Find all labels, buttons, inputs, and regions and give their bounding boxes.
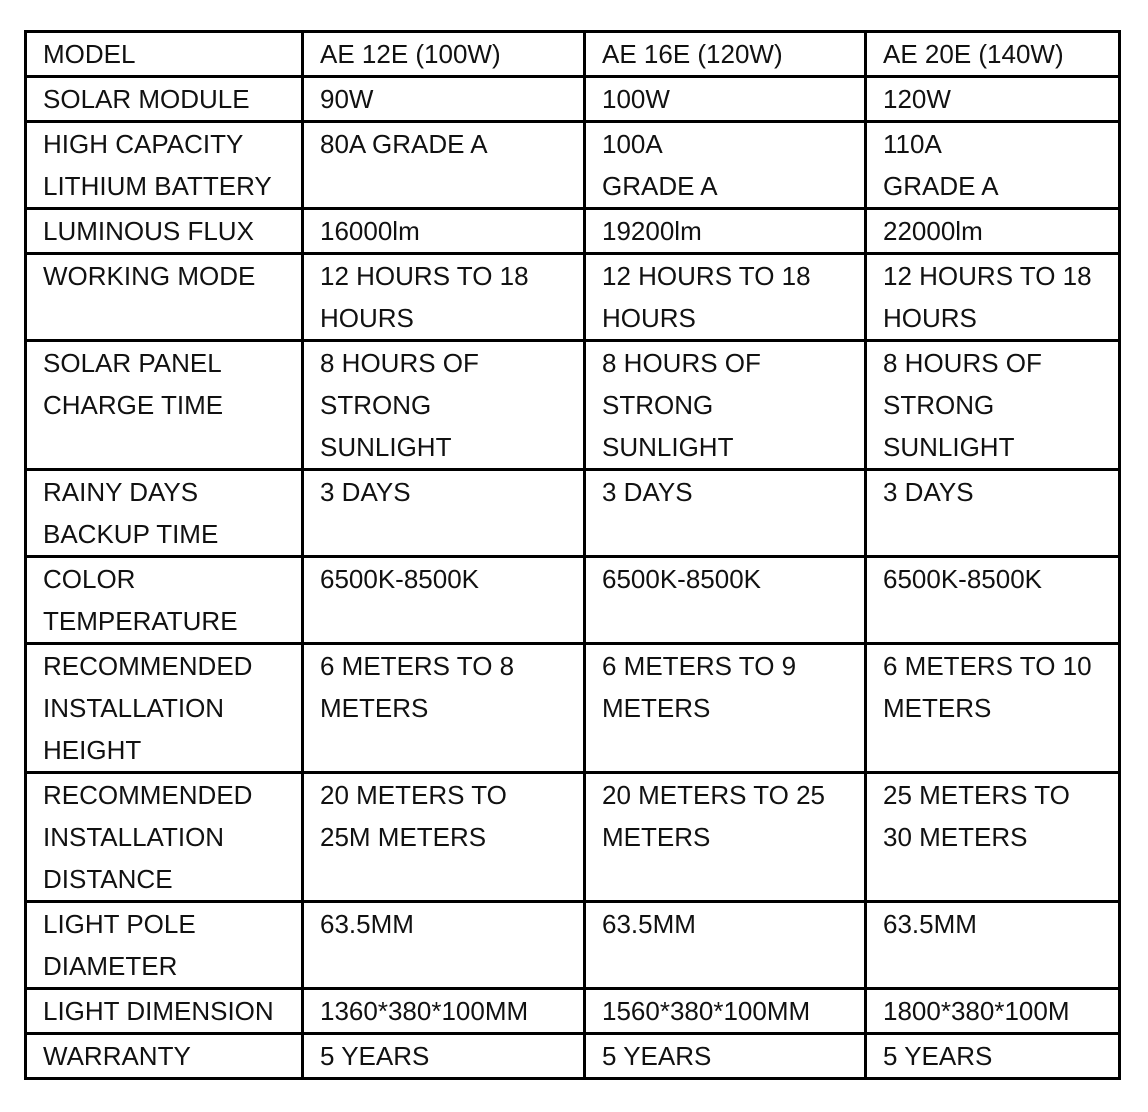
table-cell: 5 YEARS (303, 1034, 585, 1079)
table-cell: 20 METERS TO 25 METERS (585, 773, 866, 902)
row-label: COLOR TEMPERATURE (26, 557, 303, 644)
table-row-luminous-flux (26, 209, 1120, 254)
row-label: RECOMMENDED INSTALLATION HEIGHT (26, 644, 303, 773)
table-cell: 100A GRADE A (585, 122, 866, 209)
row-label: WORKING MODE (26, 254, 303, 341)
table-cell: 6 METERS TO 9 METERS (585, 644, 866, 773)
table-cell: 90W (303, 77, 585, 122)
table-row-solar-module (26, 77, 1120, 122)
table-cell: 5 YEARS (585, 1034, 866, 1079)
table-cell: 6500K-8500K (303, 557, 585, 644)
table-cell: 22000lm (866, 209, 1120, 254)
table-cell: 16000lm (303, 209, 585, 254)
row-label: MODEL (26, 32, 303, 77)
table-cell: 12 HOURS TO 18 HOURS (866, 254, 1120, 341)
table-cell: 63.5MM (585, 902, 866, 989)
table-cell: 80A GRADE A (303, 122, 585, 209)
table-cell: 19200lm (585, 209, 866, 254)
table-row-working-mode (26, 254, 1120, 341)
table-row-pole-diameter (26, 902, 1120, 989)
row-label: SOLAR PANEL CHARGE TIME (26, 341, 303, 470)
table-cell: 3 DAYS (866, 470, 1120, 557)
row-label: HIGH CAPACITY LITHIUM BATTERY (26, 122, 303, 209)
table-cell: 20 METERS TO 25M METERS (303, 773, 585, 902)
table-row-warranty (26, 1034, 1120, 1079)
table-cell: 8 HOURS OF STRONG SUNLIGHT (866, 341, 1120, 470)
table-row-model (26, 32, 1120, 77)
table-cell: 12 HOURS TO 18 HOURS (585, 254, 866, 341)
table-cell: 6500K-8500K (585, 557, 866, 644)
table-cell: 6 METERS TO 10 METERS (866, 644, 1120, 773)
table-cell: AE 12E (100W) (303, 32, 585, 77)
row-label: LIGHT DIMENSION (26, 989, 303, 1034)
table-cell: 63.5MM (303, 902, 585, 989)
table-cell: 6 METERS TO 8 METERS (303, 644, 585, 773)
table-cell: 63.5MM (866, 902, 1120, 989)
spec-table (24, 30, 1121, 1080)
table-row-installation-height (26, 644, 1120, 773)
table-cell: 6500K-8500K (866, 557, 1120, 644)
table-cell: 100W (585, 77, 866, 122)
table-row-charge-time (26, 341, 1120, 470)
table-cell: 25 METERS TO 30 METERS (866, 773, 1120, 902)
table-row-battery (26, 122, 1120, 209)
table-cell: 1360*380*100MM (303, 989, 585, 1034)
table-cell: 120W (866, 77, 1120, 122)
table-cell: 3 DAYS (585, 470, 866, 557)
table-cell: 1560*380*100MM (585, 989, 866, 1034)
table-cell: 110A GRADE A (866, 122, 1120, 209)
row-label: RAINY DAYS BACKUP TIME (26, 470, 303, 557)
row-label: WARRANTY (26, 1034, 303, 1079)
spec-table-body (26, 32, 1120, 1079)
row-label: LUMINOUS FLUX (26, 209, 303, 254)
table-cell: 5 YEARS (866, 1034, 1120, 1079)
row-label: LIGHT POLE DIAMETER (26, 902, 303, 989)
row-label: SOLAR MODULE (26, 77, 303, 122)
table-row-light-dimension (26, 989, 1120, 1034)
row-label: RECOMMENDED INSTALLATION DISTANCE (26, 773, 303, 902)
table-cell: AE 16E (120W) (585, 32, 866, 77)
table-cell: 1800*380*100M (866, 989, 1120, 1034)
table-cell: AE 20E (140W) (866, 32, 1120, 77)
table-row-color-temperature (26, 557, 1120, 644)
table-cell: 8 HOURS OF STRONG SUNLIGHT (303, 341, 585, 470)
table-row-backup-time (26, 470, 1120, 557)
table-row-installation-distance (26, 773, 1120, 902)
table-cell: 8 HOURS OF STRONG SUNLIGHT (585, 341, 866, 470)
table-cell: 12 HOURS TO 18 HOURS (303, 254, 585, 341)
table-cell: 3 DAYS (303, 470, 585, 557)
